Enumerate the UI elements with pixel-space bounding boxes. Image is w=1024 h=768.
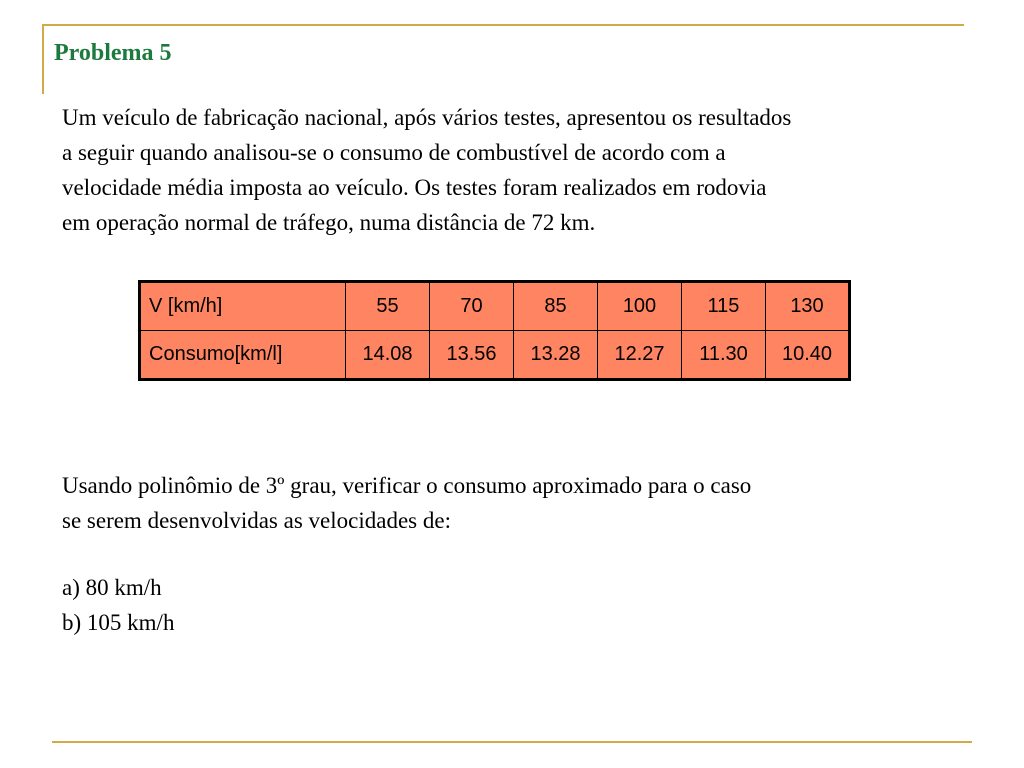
top-rule xyxy=(42,24,964,26)
velocity-cell: 55 xyxy=(346,282,430,331)
slide-title: Problema 5 xyxy=(54,40,172,66)
intro-line: em operação normal de tráfego, numa distância de 72 km. xyxy=(62,210,596,235)
question-line: se serem desenvolvidas as velocidades de: xyxy=(62,508,451,533)
row-label-consumption: Consumo[km/l] xyxy=(140,331,346,380)
velocity-cell: 85 xyxy=(514,282,598,331)
velocity-cell: 100 xyxy=(598,282,682,331)
item-a: a) 80 km/h xyxy=(62,575,162,600)
intro-line: a seguir quando analisou-se o consumo de combustível de acordo com a xyxy=(62,140,726,165)
consumption-cell: 11.30 xyxy=(682,331,766,380)
item-b: b) 105 km/h xyxy=(62,610,175,635)
table-row-velocity xyxy=(140,282,850,331)
bottom-rule xyxy=(52,741,972,743)
velocity-cell: 70 xyxy=(430,282,514,331)
consumption-cell: 13.28 xyxy=(514,331,598,380)
intro-line: velocidade média imposta ao veículo. Os testes foram realizados em rodovia xyxy=(62,175,767,200)
question-line: Usando polinômio de 3º grau, verificar o consumo aproximado para o caso xyxy=(62,473,752,498)
intro-line: Um veículo de fabricação nacional, após vários testes, apresentou os resultados xyxy=(62,105,792,130)
row-label-velocity: V [km/h] xyxy=(140,282,346,331)
consumption-cell: 14.08 xyxy=(346,331,430,380)
consumption-cell: 12.27 xyxy=(598,331,682,380)
velocity-cell: 115 xyxy=(682,282,766,331)
left-rule xyxy=(42,24,44,94)
consumption-cell: 13.56 xyxy=(430,331,514,380)
consumption-cell: 10.40 xyxy=(766,331,850,380)
data-table xyxy=(138,280,851,381)
velocity-cell: 130 xyxy=(766,282,850,331)
intro-paragraph xyxy=(62,100,972,240)
table-row-consumption xyxy=(140,331,850,380)
question-paragraph xyxy=(62,468,972,538)
